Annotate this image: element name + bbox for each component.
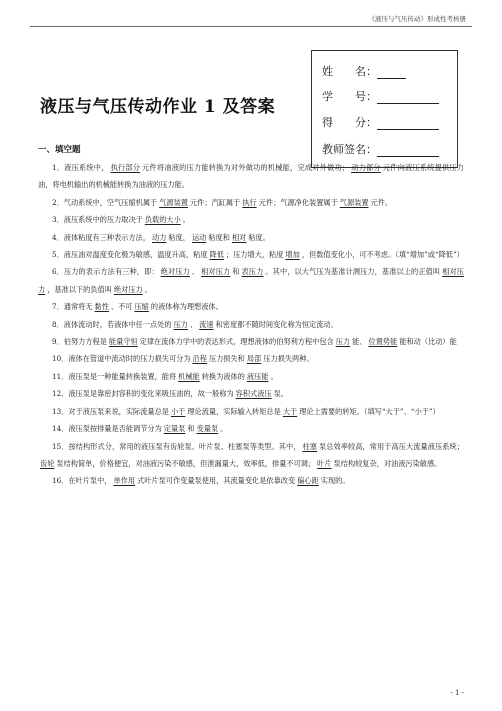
question-text: 7．通常将无 <box>52 302 93 312</box>
question-text: 粘度。 <box>248 232 270 242</box>
answer-blank: 执行 <box>242 197 257 207</box>
answer-blank: 压力 <box>173 319 188 329</box>
answer-blank: 黏性 <box>94 302 109 312</box>
question-text: 2．气动系统中，空气压缩机属于 <box>52 197 158 207</box>
question-text: 粘度和 <box>208 232 230 242</box>
answer-blank: 变量泵 <box>196 424 219 434</box>
answer-blank: 动力部分 <box>351 163 381 172</box>
id-label: 学 号： <box>322 90 377 103</box>
question-item <box>38 350 464 367</box>
name-row <box>322 63 406 79</box>
section-title: 一、填空题 <box>38 145 81 155</box>
answer-blank: 液压能 <box>246 371 269 381</box>
question-item <box>38 368 464 385</box>
question-text: 定律在流体力学中的表达形式，理想液体的伯努利方程中包含 <box>139 337 334 347</box>
question-item <box>38 472 464 489</box>
answer-blank: 压力 <box>335 337 351 347</box>
answer-blank: 位置势能 <box>368 337 398 347</box>
header-rule <box>30 26 472 27</box>
answer-blank: 表压力 <box>241 267 264 277</box>
question-text: 式叶片泵可作变量泵使用，其流量变化是依靠改变 <box>137 476 296 486</box>
answer-blank: 柱塞 <box>302 441 318 451</box>
answer-blank: 机械能 <box>178 371 200 381</box>
question-text: 13．对于液压泵来说，实际流量总是 <box>52 406 169 416</box>
question-text: 粘度， <box>168 232 190 242</box>
answer-blank: 叶片 <box>317 458 332 468</box>
question-text: 的液体称为理想液体。 <box>150 302 223 312</box>
answer-blank: 气源装置 <box>159 197 188 207</box>
question-item <box>38 420 464 437</box>
answer-blank: 压缩 <box>134 302 149 312</box>
answer-blank: 动力 <box>152 232 167 242</box>
question-item <box>38 263 464 298</box>
question-text: 元件；气源净化装置属于 <box>258 197 338 207</box>
question-text: 、 <box>189 319 198 329</box>
answer-blank: 运动 <box>191 232 207 242</box>
answer-blank: 负载的大小 <box>144 215 181 225</box>
answer-blank: 降低 <box>209 250 224 260</box>
question-text: 转换为液体的 <box>201 371 245 381</box>
question-text: 泵结构简单，价格便宜，对油液污染不敏感，但泄漏量大，效率低，排量不可调； <box>56 458 316 468</box>
question-item <box>38 333 464 350</box>
student-info-box <box>311 50 458 168</box>
answer-blank: 沿程 <box>192 354 207 364</box>
answer-blank: 增加 <box>285 250 300 260</box>
question-text: 5．液压油对温度变化极为敏感，温度升高，粘度 <box>52 250 208 260</box>
question-text: 1．液压系统中， <box>52 163 109 172</box>
question-item <box>38 246 464 263</box>
answer-blank: 绝对压力 <box>113 284 143 294</box>
question-text: 。 <box>270 371 278 381</box>
question-text: 理论流量，实际输入转矩总是 <box>187 406 281 416</box>
score-field[interactable] <box>377 117 439 130</box>
question-item <box>38 385 464 402</box>
answer-blank: 相对压力 <box>38 267 464 294</box>
answer-blank: 齿轮 <box>40 458 55 468</box>
question-text: 实现的。 <box>320 476 350 486</box>
question-text: 15．按结构形式分，常用的液压泵有齿轮泵、叶片泵、柱塞泵等类型。其中， <box>52 441 301 451</box>
answer-blank: 流速 <box>199 319 214 329</box>
question-text: 。 <box>182 215 190 225</box>
question-text: 16．在叶片泵中， <box>52 476 112 486</box>
page-title: 液压与气压传动作业 1 及答案 <box>40 97 276 117</box>
question-text: 4．液体粘度有三种表示方法， <box>52 232 151 242</box>
question-text: 泵结构较复杂，对油液污染敏感。 <box>333 458 442 468</box>
question-text: 和密度都不随时间变化称为恒定流动。 <box>215 319 338 329</box>
question-item <box>38 403 464 420</box>
answer-blank: 偏心距 <box>297 476 319 486</box>
score-row <box>322 114 439 130</box>
question-text: 压力损失两种。 <box>263 354 314 364</box>
id-row <box>322 88 439 104</box>
question-text: 12．液压泵是靠密封容积的变化来吸压油的，故一般称为 <box>52 389 234 399</box>
question-text: ，基准以下的负值叫 <box>47 284 112 294</box>
signature-field[interactable] <box>377 144 439 157</box>
question-text: 3．液压系统中的压力取决于 <box>52 215 143 225</box>
answer-blank: 相对 <box>231 232 247 242</box>
question-text: 11．液压泵是一种能量转换装置，能将 <box>52 371 177 381</box>
name-label: 姓 名： <box>322 65 377 78</box>
question-text: 理论上需要的转矩。（填写“大于”、“小于”） <box>299 406 440 416</box>
question-text: 泵。 <box>273 389 288 399</box>
question-text: 能和动（比动）能 <box>399 337 457 347</box>
question-item <box>38 298 464 315</box>
answer-blank: 大于 <box>282 406 298 416</box>
page-number: - 1 - <box>450 689 464 697</box>
question-item <box>38 438 464 473</box>
question-text: ；压力增大，粘度 <box>225 250 284 260</box>
id-field[interactable] <box>377 91 439 104</box>
signature-label: 教师签名： <box>322 143 377 156</box>
question-text: 和 <box>187 424 195 434</box>
question-text: 泵总效率较高，常用于高压大流量液压系统； <box>319 441 464 451</box>
question-text: 6．压力的表示方法有三种，即： <box>52 267 159 277</box>
running-header: 《液压与气压传动》形成性考核册 <box>368 15 466 23</box>
question-text: 元件向液压系统提供压力油，将电机输出的机械能转换为油液的压力能。 <box>38 163 464 190</box>
question-text: 。其中，以大气压为基准计测压力，基准以上的正值叫 <box>265 267 441 277</box>
answer-blank: 局部 <box>246 354 262 364</box>
question-text: 、不可 <box>110 302 133 312</box>
question-text: 元件将油液的压力能转换为对外做功的机械能，完成对外做功； <box>142 163 350 172</box>
question-text: 14．液压泵按排量是否能调节分为 <box>52 424 162 434</box>
name-field[interactable] <box>377 66 406 79</box>
question-text: 。 <box>220 424 228 434</box>
answer-blank: 执行部分 <box>110 163 141 172</box>
question-text: 8．液体流动时，若液体中任一点处的 <box>52 319 172 329</box>
answer-blank: 相对压力 <box>201 267 231 277</box>
question-text: 能、 <box>352 337 367 347</box>
answer-blank: 气源装置 <box>339 197 369 207</box>
question-text: 9．伯努力方程是 <box>52 337 107 347</box>
answer-blank: 单作用 <box>113 476 136 486</box>
question-item <box>38 229 464 246</box>
question-item <box>38 316 464 333</box>
answer-blank: 容积式液压 <box>235 389 272 399</box>
question-text: 压力损失和 <box>208 354 245 364</box>
question-text: 和 <box>232 267 240 277</box>
answer-blank: 小于 <box>170 406 186 416</box>
question-text: 10．液体在管道中流动时的压力损失可分为 <box>52 354 191 364</box>
question-text: 、 <box>191 267 200 277</box>
question-item <box>38 194 464 211</box>
signature-row <box>322 141 439 157</box>
question-list <box>38 159 464 490</box>
question-text: 元件。 <box>370 197 393 207</box>
question-item <box>38 211 464 228</box>
question-text: 。 <box>144 284 152 294</box>
question-text: ，但数值变化小，可不考虑。（填“增加”或“降低”） <box>301 250 464 260</box>
answer-blank: 定量泵 <box>163 424 186 434</box>
score-label: 得 分： <box>322 116 377 129</box>
answer-blank: 绝对压力 <box>160 267 190 277</box>
question-item <box>38 159 464 194</box>
question-text: 元件；汽缸属于 <box>189 197 241 207</box>
answer-blank: 能量守恒 <box>108 337 138 347</box>
